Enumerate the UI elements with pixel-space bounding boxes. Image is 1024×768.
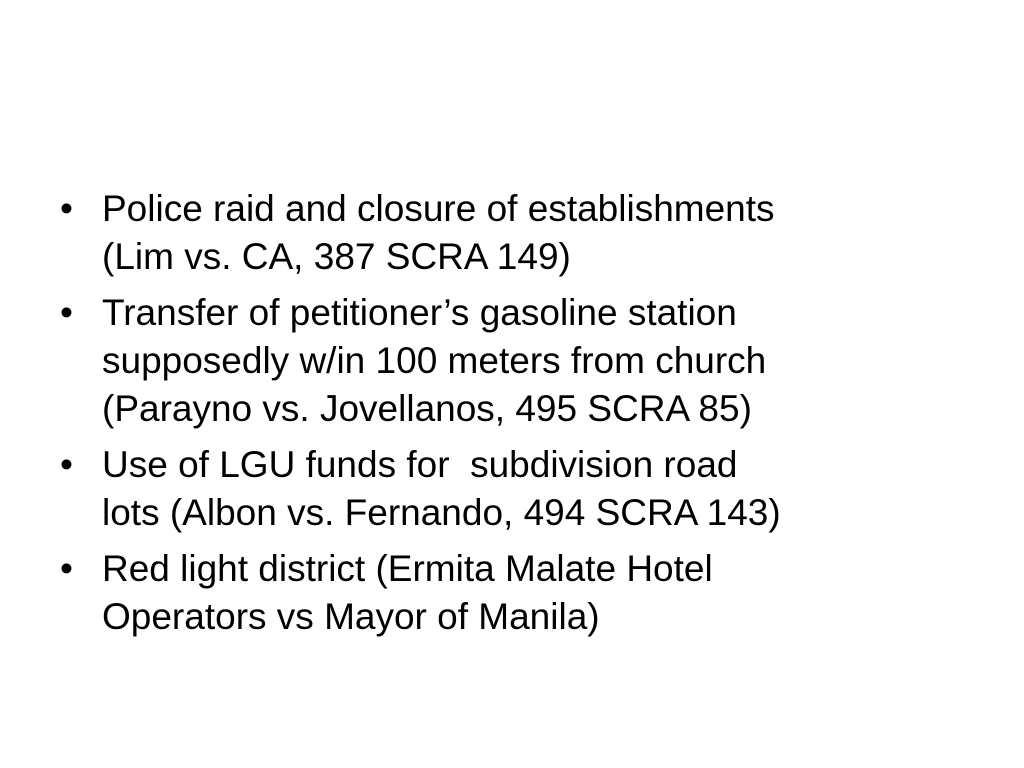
bullet-item: [60, 185, 960, 281]
bullet-icon: •: [60, 548, 73, 589]
bullet-text-line: Transfer of petitioner’s gasoline station: [102, 292, 737, 333]
bullet-text-line: (Parayno vs. Jovellanos, 495 SCRA 85): [102, 388, 752, 429]
bullet-text-line: supposedly w/in 100 meters from church: [102, 340, 767, 381]
bullet-text-line: Use of LGU funds for subdivision road: [102, 444, 738, 485]
bullet-icon: •: [60, 292, 73, 333]
bullet-text-line: Red light district (Ermita Malate Hotel: [102, 548, 713, 589]
bullet-icon: •: [60, 188, 73, 229]
bullet-text-line: (Lim vs. CA, 387 SCRA 149): [102, 236, 571, 277]
bullet-item: [60, 545, 960, 641]
bullet-text-line: Operators vs Mayor of Manila): [102, 596, 600, 637]
bullet-icon: •: [60, 444, 73, 485]
bullet-item: [60, 441, 960, 537]
bullet-item: [60, 289, 960, 433]
bullet-text-line: lots (Albon vs. Fernando, 494 SCRA 143): [102, 492, 781, 533]
bullet-list: [60, 185, 960, 649]
bullet-text-line: Police raid and closure of establishments: [102, 188, 775, 229]
